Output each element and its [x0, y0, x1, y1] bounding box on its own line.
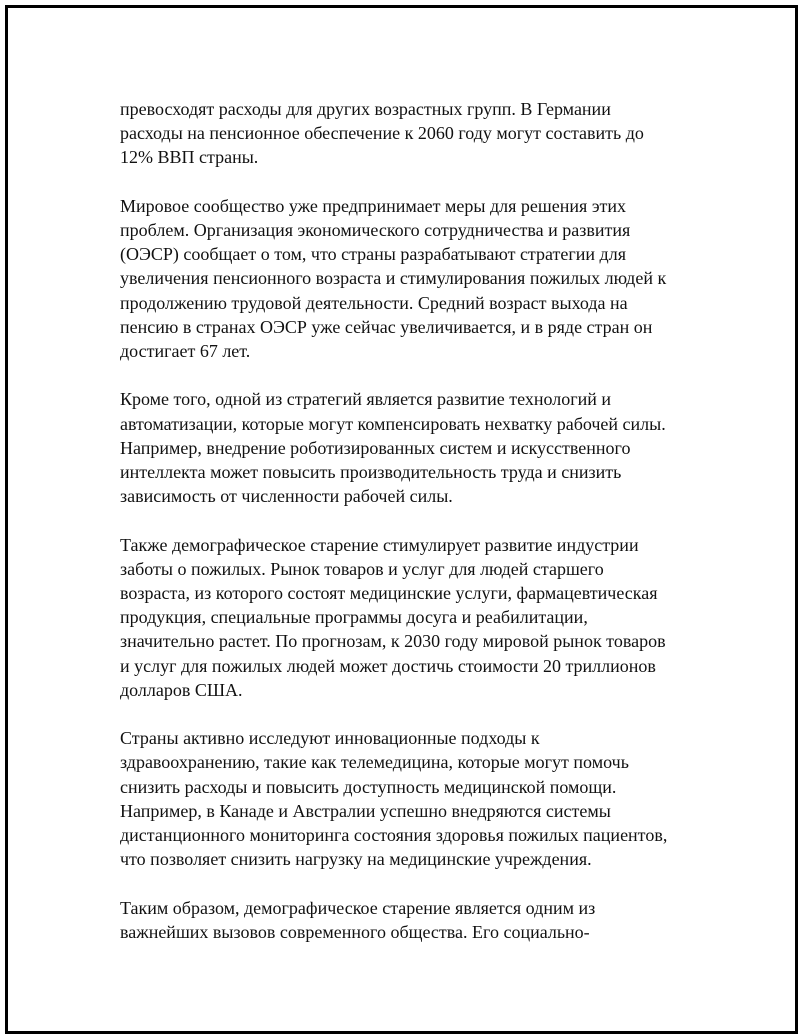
text-line: зависимость от численности рабочей силы. — [120, 486, 453, 507]
text-line: и услуг для пожилых людей может достичь стоимости 20 триллионов — [120, 655, 656, 676]
text-line: продолжению трудовой деятельности. Средний возраст выхода на — [120, 292, 628, 313]
text-line: Страны активно исследуют инновационные подходы к — [120, 728, 540, 749]
text-line: здравоохранению, такие как телемедицина, которые могут помочь — [120, 752, 629, 773]
text-line: автоматизации, которые могут компенсировать нехватку рабочей силы. — [120, 413, 666, 434]
text-line: превосходят расходы для других возрастных групп. В Германии — [120, 99, 611, 119]
text-line: Также демографическое старение стимулирует развитие индустрии — [120, 534, 639, 555]
text-line: Мировое сообщество уже предпринимает меры для решения этих — [120, 195, 627, 216]
text-line: (ОЭСР) сообщает о том, что страны разрабатывают стратегии для — [120, 244, 626, 265]
text-line: снизить расходы и повысить доступность медицинской помощи. — [120, 776, 617, 797]
paragraph-6 — [120, 896, 710, 944]
text-line: дистанционного мониторинга состояния здоровья пожилых пациентов, — [120, 825, 668, 846]
text-line: Например, в Канаде и Австралии успешно внедряются системы — [120, 800, 611, 821]
text-line: значительно растет. По прогнозам, к 2030 году мировой рынок товаров — [120, 631, 666, 652]
text-line: важнейших вызовов современного общества. Его социально- — [120, 921, 590, 942]
text-line: что позволяет снизить нагрузку на медицинские учреждения. — [120, 849, 592, 870]
text-line: достигает 67 лет. — [120, 341, 251, 362]
text-line: заботы о пожилых. Рынок товаров и услуг для людей старшего — [120, 558, 604, 579]
text-line: увеличения пенсионного возраста и стимулирования пожилых людей к — [120, 268, 667, 289]
text-line: расходы на пенсионное обеспечение к 2060 году могут составить до — [120, 123, 644, 144]
text-line: Кроме того, одной из стратегий является развитие технологий и — [120, 389, 612, 410]
text-line: долларов США. — [120, 679, 243, 700]
text-line: Например, внедрение роботизированных систем и искусственного — [120, 437, 631, 458]
paragraph-3 — [120, 387, 710, 508]
text-line: продукция, специальные программы досуга и реабилитации, — [120, 607, 588, 628]
text-line: 12% ВВП страны. — [120, 147, 259, 168]
paragraph-4 — [120, 533, 710, 702]
paragraph-2 — [120, 194, 710, 363]
page-frame — [5, 5, 798, 1034]
paragraph-1 — [120, 97, 710, 170]
paragraph-5 — [120, 726, 710, 871]
text-line: пенсию в странах ОЭСР уже сейчас увеличивается, и в ряде стран он — [120, 316, 653, 337]
text-line: интеллекта может повысить производительность труда и снизить — [120, 462, 622, 483]
text-line: возраста, из которого состоят медицинские услуги, фармацевтическая — [120, 583, 658, 604]
page-content — [120, 97, 710, 968]
text-line: Таким образом, демографическое старение является одним из — [120, 897, 596, 918]
text-line: проблем. Организация экономического сотрудничества и развития — [120, 220, 631, 240]
